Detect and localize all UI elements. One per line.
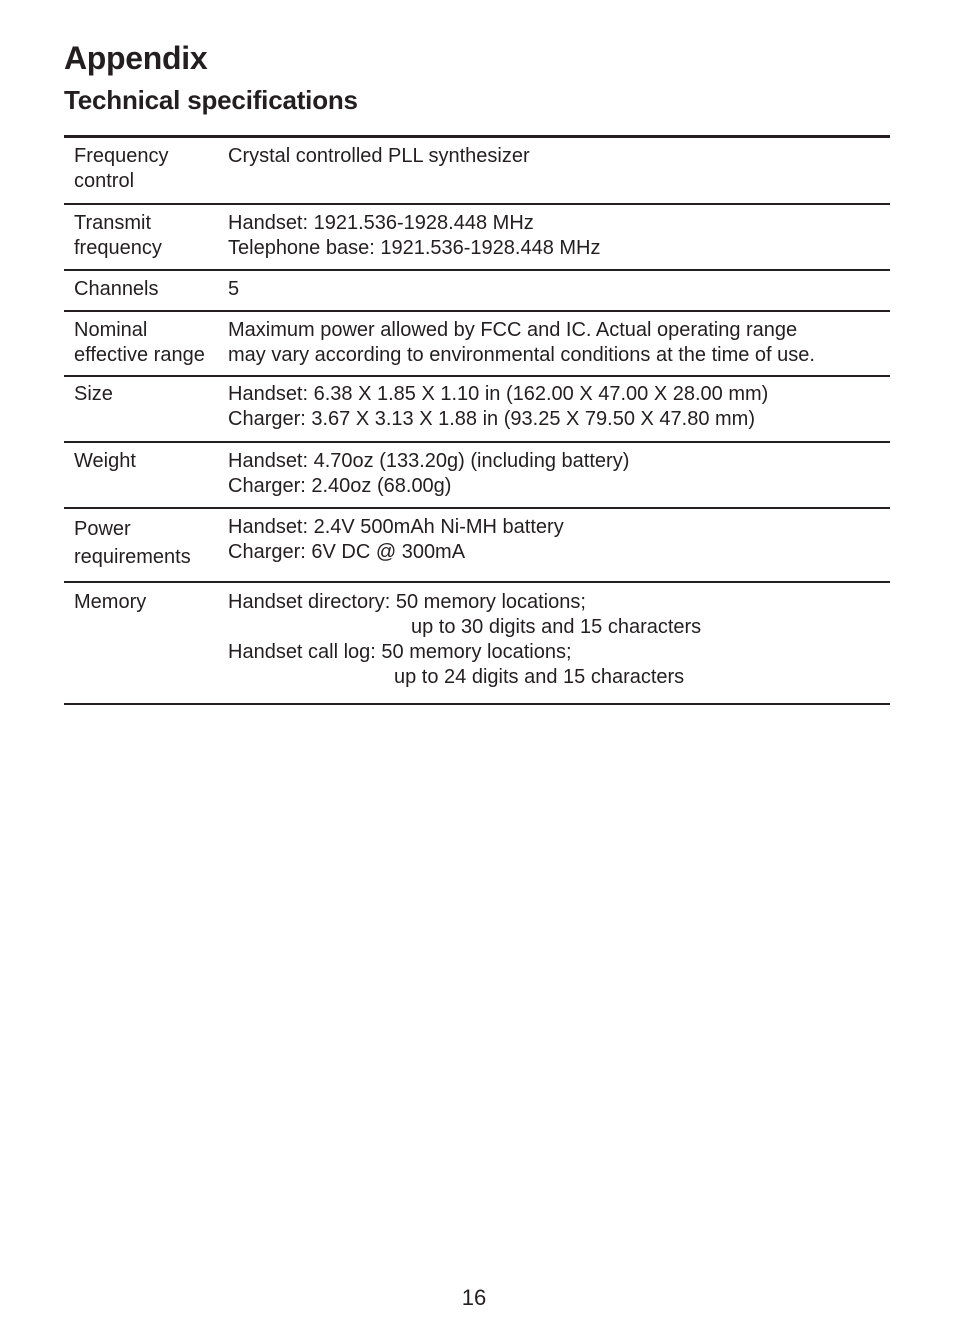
spec-label [64,144,228,203]
spec-value-line: Charger: 3.67 X 3.13 X 1.88 in (93.25 X 79.50 X 47.80 mm) [228,408,755,430]
spec-label-line: Weight [74,450,136,472]
spec-value-line: Charger: 6V DC @ 300mA [228,541,466,563]
spec-row-nominal-effective-range [64,312,890,377]
spec-label-line: Size [74,383,113,405]
spec-label-line: Nominal [74,319,148,341]
spec-row-transmit-frequency [64,205,890,271]
spec-label-line: control [74,170,135,192]
spec-value-line: Handset: 6.38 X 1.85 X 1.10 in (162.00 X 47.00 X 28.00 mm) [228,383,769,405]
spec-label [64,449,228,507]
spec-value-line: up to 24 digits and 15 characters [394,666,685,688]
spec-row-power-requirements [64,509,890,583]
spec-label [64,211,228,269]
spec-label-line: effective range [74,344,205,366]
spec-value-line: may vary according to environmental conditions at the time of use. [228,344,815,366]
spec-value [228,515,890,581]
spec-value-line: Handset: 1921.536-1928.448 MHz [228,212,534,234]
spec-value [228,449,890,507]
spec-value-line: Crystal controlled PLL synthesizer [228,145,530,167]
spec-label [64,277,228,310]
spec-value-line: Handset: 4.70oz (133.20g) (including battery) [228,450,630,472]
spec-label-line: requirements [74,546,191,568]
spec-row-weight [64,443,890,509]
spec-value [228,382,890,441]
spec-label-line: Memory [74,591,147,613]
spec-row-channels [64,271,890,312]
spec-label [64,590,228,703]
spec-label-line: Frequency [74,145,169,167]
spec-row-memory [64,583,890,705]
spec-label-line: Transmit [74,212,152,234]
spec-value-line: 5 [228,278,240,300]
spec-value-line: Maximum power allowed by FCC and IC. Actual operating range [228,319,798,341]
spec-value-line: up to 30 digits and 15 characters [411,616,702,638]
page-title: Appendix [64,40,208,76]
spec-value-line: Handset call log: 50 memory locations; [228,641,572,663]
spec-label-line: Channels [74,278,159,300]
spec-value [228,590,890,703]
spec-value-line: Charger: 2.40oz (68.00g) [228,475,452,497]
spec-table [64,135,890,705]
section-title: Technical specifications [64,85,358,115]
spec-value [228,211,890,269]
spec-value-line: Handset directory: 50 memory locations; [228,591,586,613]
spec-value [228,277,890,310]
spec-label-line: Power [74,518,131,540]
spec-label [64,318,228,375]
spec-label [64,382,228,441]
spec-row-size [64,377,890,443]
spec-value-line: Telephone base: 1921.536-1928.448 MHz [228,237,601,259]
spec-value [228,318,890,375]
spec-label [64,515,228,581]
spec-row-frequency-control [64,138,890,205]
page-number: 16 [461,1285,487,1310]
spec-value [228,144,890,203]
spec-value-line: Handset: 2.4V 500mAh Ni-MH battery [228,516,564,538]
spec-label-line: frequency [74,237,162,259]
